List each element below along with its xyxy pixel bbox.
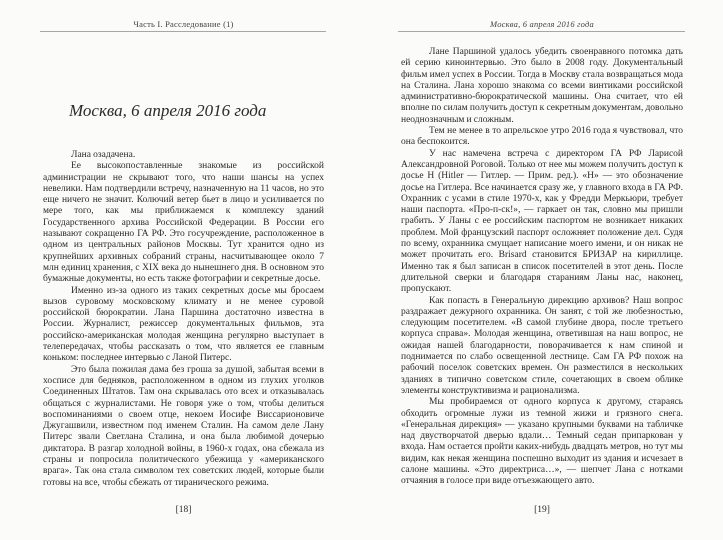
page-left	[43, 0, 324, 540]
paragraph: Именно из-за одного из таких секретных досье мы бросаем вызов суровому московскому климату и не менее суровой российской бюрократии. Лана Паршина достаточно известна в России. Журналист, режиссер документальных фильмов, эта российско-американская молодая женщина регулярно выступает в телепередачах, чтобы рассказать о том, что является ее главным коньком: последнее интервью с Ланой Питерс.	[43, 285, 324, 364]
running-head-right: Москва, 6 апреля 2016 года	[490, 19, 594, 29]
header-rule-right	[398, 31, 685, 32]
page-number-left: [18]	[175, 505, 192, 515]
chapter-title: Москва, 6 апреля 2016 года	[69, 101, 267, 120]
paragraph: Ее высокопоставленные знакомые из российской администрации не скрывают того, что наши шансы на успех невелики. Нам подтвердили встречу, назначенную на 11 часов, но это еще ничего не значит. Колючий ветер бьет в лицо и усиливается по мере того, как мы приближаемся к комплексу зданий Государственного архива Российской Федерации. В России его называют сокращенно ГА РФ. Это госучреждение, расположенное в одном из центральных районов Москвы. Тут хранится одно из крупнейших архивных собраний страны, насчитывающее около 7 млн единиц хранения, с XIX века до нынешнего дня. В основном это бумажные документы, но есть также фотографии и секретные досье.	[43, 161, 324, 285]
paragraph: Как попасть в Генеральную дирекцию архивов? Наш вопрос раздражает дежурного охранника. Он занят, с той же любезностью, следующим посетителем. «В самой глубине двора, после третьего корпуса справа». Молодая женщина, ответившая на наш вопрос, не ожидая нашей благодарности, поворачивается к нам спиной и поднимается по слабо освещенной лестнице. Сам ГА РФ похож на рабочий поселок советских времен. Он разместился в нескольких зданиях в типично советском стиле, сочетающих в своем облике элементы конструктивизма и рационализма.	[401, 295, 683, 396]
header-rule-left	[40, 31, 326, 32]
paragraph: Мы пробираемся от одного корпуса к другому, стараясь обходить огромные лужи из темной жижи и грязного снега. «Генеральная дирекция» — указано крупными буквами на табличке над двустворчатой дверью вдали… Темный седан припаркован у входа. Нам остается пройти каких-нибудь двадцать метров, но тут мы видим, как некая женщина поспешно выходит из здания и исчезает в салоне машины. «Это директриса…», — шепчет Лана с нотками отчаяния в голосе при виде отъезжающего авто.	[401, 397, 683, 487]
body-text-left	[43, 150, 324, 489]
paragraph: Тем не менее в то апрельское утро 2016 года я чувствовал, что она беспокоится.	[401, 126, 683, 148]
page-number-right: [19]	[534, 505, 550, 515]
page-right	[401, 0, 683, 540]
paragraph: Лане Паршиной удалось убедить своенравного потомка дать ей серию киноинтервью. Это было в 2008 году. Документальный фильм имел успех в России. Тогда в Москву стала возвращаться мода на Сталина. Лана хорошо знакома со всеми винтиками российской административно-бюрократической машины. Она считает, что ей вполне по силам получить доступ к секретным документам, довольно неоднозначным и сложным.	[401, 47, 683, 125]
paragraph: У нас намечена встреча с директором ГА РФ Ларисой Александровной Роговой. Только от нее мы можем получить доступ к досье Н (Hitler — Гитлер. — Прим. ред.). «Н» — это обозначение досье на Гитлера. Все начинается сразу же, у главного входа в ГА РФ. Охранник с усами в стиле 1970-х, как у Фредди Меркьюри, требует наши паспорта. «Про-п-ск!», — гаркает он так, словно мы пришли грабить. У Ланы с ее российским паспортом не возникает никаких проблем. Мой французский паспорт осложняет положение дел. Судя по всему, охранника смущает написание моего имени, и он никак не может прочитать его. Brisard становится БРИЗАР на кириллице. Именно так я был записан в список посетителей в этот день. После длительной сверки и благодаря стараниям Ланы нас, наконец, пропускают.	[401, 148, 683, 295]
paragraph: Это была пожилая дама без гроша за душой, забытая всеми в хосписе для бедняков, расположенном в одном из глухих уголков Соединенных Штатов. Там она скрывалась ото всех и отказывалась общаться с журналистами. Не говоря уже о том, чтобы делиться воспоминаниями о своем отце, некоем Иосифе Виссарионовиче Джугашвили, известном под именем Сталин. На самом деле Лану Питерс звали Светлана Сталина, и она была любимой дочерью диктатора. В разгар холодной войны, в 1960-х годах, она сбежала из страны и попросила политического убежища у «американского врага». Так она стала символом тех советских людей, которые были готовы на все, чтобы сбежать от тиранического режима.	[43, 364, 324, 488]
running-head-left: Часть I. Расследование (1)	[133, 19, 234, 29]
paragraph: Лана озадачена.	[71, 150, 136, 160]
body-text-right	[401, 47, 683, 488]
